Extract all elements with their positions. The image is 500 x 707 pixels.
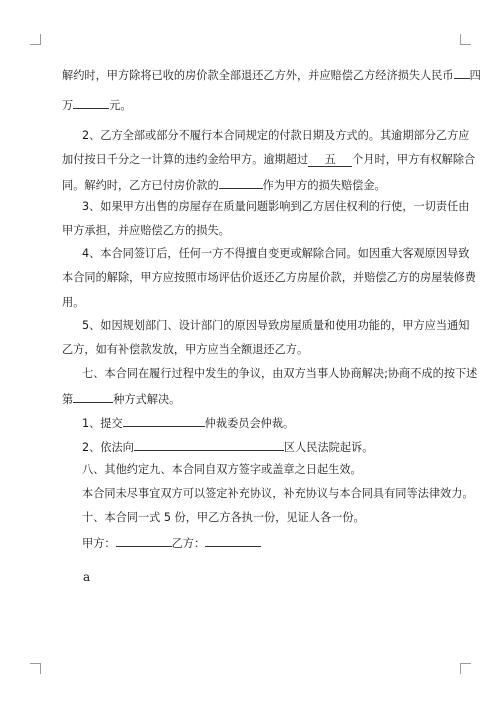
text: 2、依法向	[82, 441, 134, 454]
clause-2-line-1: 2、乙方全部或部分不履行本合同规定的付款日期及方式的。其逾期部分乙方应	[82, 129, 470, 142]
text: 种方式解决。	[113, 393, 181, 406]
blank-field[interactable]	[123, 414, 205, 427]
line-compensation	[62, 66, 481, 84]
clause-4-line-1: 4、本合同签订后，任何一方不得擅自变更或解除合同。如因重大客观原因导致	[82, 247, 470, 260]
blank-field[interactable]	[134, 438, 284, 451]
signature-line	[82, 534, 261, 552]
clause-2-line-3	[62, 176, 386, 194]
filled-field[interactable]	[308, 154, 352, 167]
clause-10: 十、本合同一式 5 份，甲乙方各执一份，见证人各一份。	[82, 511, 365, 524]
text: 万	[62, 99, 74, 112]
option-court	[82, 438, 373, 456]
clause-4-line-3: 用。	[62, 296, 85, 309]
party-a-signature-field[interactable]	[116, 534, 172, 547]
text: 同。解约时，乙方已付房价款的	[62, 179, 219, 192]
clause-4-line-2: 本合同的解除，甲方应按照市场评估价返还乙方房屋价款，并赔偿乙方的房屋装修费	[62, 271, 476, 284]
party-b-signature-field[interactable]	[205, 534, 261, 547]
filled-value: 五	[324, 153, 336, 166]
text: 仲裁委员会仲裁。	[204, 417, 295, 430]
text: 解约时，甲方除将已收的房价款全部退还乙方外，并应赔偿乙方经济损失人民币	[62, 69, 454, 82]
crop-mark-top-left	[30, 34, 41, 45]
blank-field[interactable]	[454, 66, 470, 79]
clause-5-line-2: 乙方，如有补偿款发放，甲方应当全额退还乙方。	[62, 343, 309, 356]
clause-8: 八、其他约定九、本合同自双方签字或盖章之日起生效。	[82, 463, 362, 476]
clause-7-line-1: 七、本合同在履行过程中发生的争议，由双方当事人协商解决;协商不成的按下述	[82, 367, 478, 380]
crop-mark-bottom-left	[30, 663, 41, 674]
filled-value: 四	[469, 69, 481, 82]
text: 区人民法院起诉。	[283, 441, 374, 454]
clause-7-line-2	[62, 390, 180, 408]
clause-3-line-1: 3、如果甲方出售的房屋存在质量问题影响到乙方居住权利的行使，一切责任由	[82, 200, 470, 213]
party-b-label: 乙方：	[171, 537, 206, 550]
text: 个月时，甲方有权解除合	[352, 153, 476, 166]
text: 元。	[109, 99, 132, 112]
clause-8-supplement: 本合同未尽事宜双方可以签定补充协议，补充协议与本合同具有同等法律效力。	[82, 487, 474, 500]
crop-mark-top-right	[460, 34, 471, 45]
blank-field[interactable]	[219, 176, 263, 189]
blank-field[interactable]	[73, 390, 113, 403]
party-a-label: 甲方：	[82, 537, 116, 550]
text: 第	[62, 393, 74, 406]
text: 作为甲方的损失赔偿金。	[262, 179, 386, 192]
text: 加付按日千分之一计算的违约金给甲方。逾期超过	[62, 153, 309, 166]
option-arbitration	[82, 414, 294, 432]
clause-2-line-2	[62, 152, 475, 168]
clause-5-line-1: 5、如因规划部门、设计部门的原因导致房屋质量和使用功能的，甲方应当通知	[82, 319, 470, 332]
line-compensation-amount	[62, 96, 132, 114]
blank-field[interactable]	[73, 96, 109, 109]
clause-3-line-2: 甲方承担，并应赔偿乙方的损失。	[62, 224, 230, 237]
footer-text: a	[83, 570, 91, 584]
crop-mark-bottom-right	[460, 663, 471, 674]
text: 1、提交	[82, 417, 123, 430]
